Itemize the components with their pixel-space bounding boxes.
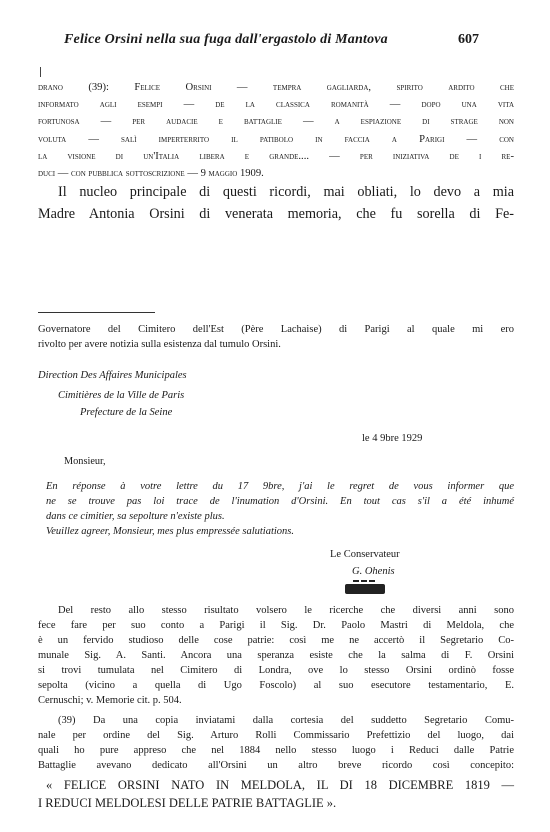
footnote-line: Del resto allo stesso risultato volsero le ricerche che diversi anni sono	[58, 605, 514, 616]
body-line: Il nucleo principale di questi ricordi, mai obliati, lo devo a mia	[58, 184, 514, 200]
footnote-line: Cernuschi; v. Memorie cit. p. 504.	[38, 695, 182, 706]
letter-heading: Prefecture de la Seine	[80, 407, 173, 418]
footnote-line: rivolto per avere notizia sulla esistenza dal tumulo Orsini.	[38, 339, 281, 350]
footnote-line: Governatore del Cimitero dell'Est (Père Lachaise) di Parigi al quale mi ero	[38, 324, 514, 335]
footnote-line: si trovi tumulata nel Cimitero di Londra, ove lo stesso Orsini ordinò fosse	[38, 665, 514, 676]
letter-body-line: ne se trouve pas loi trace de l'inumation d'Orsini. En tout cas s'il a été inhumé	[46, 496, 514, 507]
epigraph-line: duci — con pubblica sottoscrizione — 9 maggio 1909.	[38, 168, 264, 179]
letter-closing: Veuillez agreer, Monsieur, mes plus empressée salutiations.	[46, 526, 294, 537]
inscription-quote-line: « FELICE ORSINI NATO IN MELDOLA, IL DI 18 DICEMBRE 1819 —	[46, 778, 514, 792]
ink-stamp	[345, 584, 385, 594]
footnote-line: munale Sig. A. Santi. Ancora una speranza esiste che la salma di F. Orsini	[38, 650, 514, 661]
page-number: 607	[458, 32, 479, 47]
body-line: Madre Antonia Orsini di venerata memoria, che fu sorella di Fe-	[38, 206, 514, 222]
epigraph-line: fortunosa — per audacie e battaglie — a espiazione di strage non	[38, 116, 514, 127]
letter-heading: Cimitières de la Ville de Paris	[58, 390, 185, 401]
note-39-line: Battaglie avevano dedicato all'Orsini un altro breve ricordo così concepito:	[38, 760, 514, 771]
letter-salutation: Monsieur,	[64, 456, 106, 467]
footnote-line: è un fervido studioso delle cose patrie: così me ne accertò il Segretario Co-	[38, 635, 514, 646]
note-39-line: nale per ordine del Sig. Arturo Rolli Commissario Prefettizio del luogo, dai	[38, 730, 514, 741]
note-39-line: quali ho pure appreso che nel 1884 nello stesso luogo i Reduci dalle Patrie	[38, 745, 514, 756]
letter-body-line: En réponse à votre lettre du 17 9bre, j'ai le regret de vous informer que	[46, 481, 514, 492]
letter-date: le 4 9bre 1929	[362, 433, 423, 444]
letter-heading: Direction Des Affaires Municipales	[38, 370, 187, 381]
letter-body-line: dans ce cimitier, sa sepolture n'existe plus.	[46, 511, 225, 522]
epigraph-line: informato agli esempi — de la classica romanità — dopo una vita	[38, 99, 514, 110]
footnote-line: fece fare per suo conto a Parigi il Sig. Dr. Paolo Mastri di Meldola, che	[38, 620, 514, 631]
signature-title: Le Conservateur	[330, 549, 400, 560]
footnote-line: sepolta (vicino a quella di Ugo Foscolo) al suo esecutore testamentario, E.	[38, 680, 514, 691]
footnote-rule	[38, 312, 155, 313]
signature-name: G. Ohenis	[352, 566, 395, 577]
inscription-quote-line: I REDUCI MELDOLESI DELLE PATRIE BATTAGLIE ».	[38, 796, 337, 810]
note-39-line: (39) Da una copia inviatami dalla cortesia del suddetto Segretario Comu-	[58, 715, 514, 726]
text-cursor-mark	[40, 67, 41, 77]
running-title: Felice Orsini nella sua fuga dall'ergastolo di Mantova	[64, 32, 388, 47]
epigraph-line: voluta — salì imperterrito il patibolo in faccia a Parigi — con	[38, 134, 514, 145]
epigraph-line: la visione di un'Italia libera e grande.... — per iniziativa de i re-	[38, 151, 514, 162]
epigraph-line: drano (39): Felice Orsini — tempra gagliarda, spirito ardito che	[38, 82, 514, 93]
